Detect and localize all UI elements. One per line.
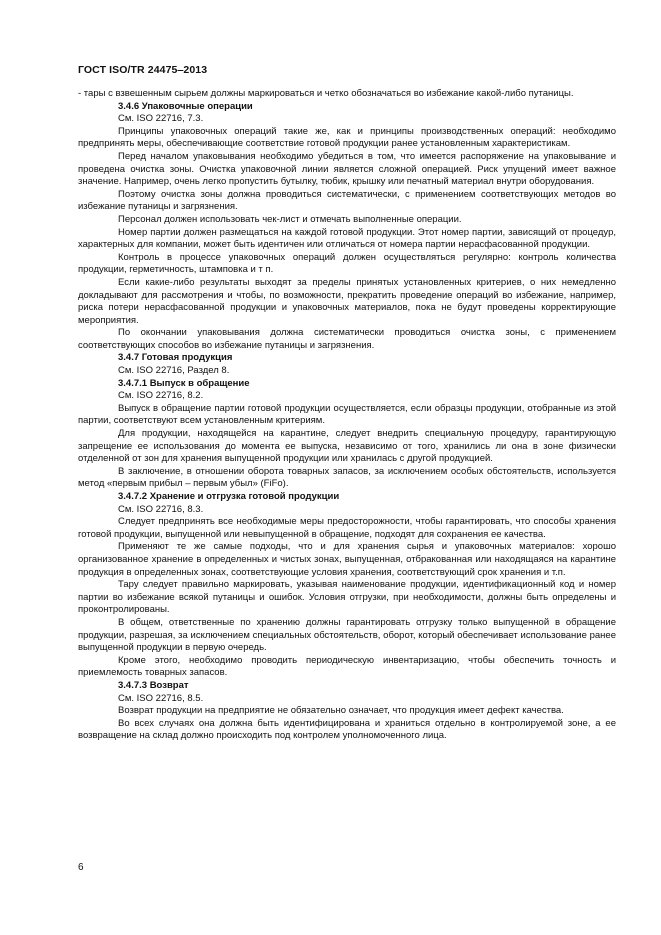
body-paragraph: См. ISO 22716, 8.3. [118,503,204,515]
body-paragraph: По окончании упаковывания должна систематически проводиться очистка зоны, с применением соответствующих способов во избежание путаницы и загрязнения. [78,327,616,351]
section-heading: 3.4.7.3 Возврат [118,679,189,691]
body-paragraph: Контроль в процессе упаковочных операций должен осуществляться регулярно: контроль количества продукции, герметичность, штамповка и т п. [78,251,616,276]
body-paragraph: Следует предпринять все необходимые меры предосторожности, чтобы гарантировать, что способы хранения готовой продукции, выпущенной или невыпущенной в обращение, подходят для сохранения ее качества. [78,516,616,540]
body-paragraph: Во всех случаях она должна быть идентифицирована и храниться отдельно в контролируемой зоне, а ее возвращение на склад должно происходить под контролем уполномоченного лица. [78,717,616,742]
page-number: 6 [78,862,84,873]
body-paragraph: Перед началом упаковывания необходимо убедиться в том, что имеется распоряжение на упаковывание и проведена очистка зоны. Очистка упаковочной линии является сложной операцией. Риск упущений имеет важное значение. Например, очень легко пропустить бутылку, тюбик, крышку или печатный материал внутри оборудования. [78,150,616,188]
section-heading: 3.4.6 Упаковочные операции [118,100,253,112]
section-heading: 3.4.7.2 Хранение и отгрузка готовой продукции [118,491,340,502]
body-paragraph: Персонал должен использовать чек-лист и отмечать выполненные операции. [118,213,462,225]
body-paragraph: Для продукции, находящейся на карантине, следует внедрить специальную процедуру, гарантирующую запрещение ее использования до момента ее выпуска, независимо от того, хранились ли она в зоне физически отделенной от зон для хранения выпущенной продукции или хранилась с другой продукцией. [78,428,616,465]
body-paragraph: - тары с взвешенным сырьем должны маркироваться и четко обозначаться во избежание какой-либо путаницы. [78,88,574,99]
body-paragraph: Кроме этого, необходимо проводить периодическую инвентаризацию, чтобы обеспечить точность и приемлемость товарных запасов. [78,654,616,679]
section-heading: 3.4.7.1 Выпуск в обращение [118,377,250,389]
body-paragraph: Тару следует правильно маркировать, указывая наименование продукции, идентификационный код и номер партии во избежание всякой путаницы и ошибок. Условия отгрузки, при необходимости, должны быть определены и проконтролированы. [78,579,616,616]
body-paragraph: Принципы упаковочных операций такие же, как и принципы производственных операций: необходимо предпринять меры, обеспечивающие соответствие готовой продукции ранее установленным характеристикам. [78,125,616,150]
body-paragraph: См. ISO 22716, 7.3. [118,113,204,125]
body-paragraph: В заключение, в отношении оборота товарных запасов, за исключением особых обстоятельств, используется метод «первым прибыл – первым убыл» (FiFo). [78,465,616,490]
body-paragraph: Поэтому очистка зоны должна проводиться систематически, с применением соответствующих методов во избежание путаницы и загрязнения. [78,188,616,213]
body-paragraph: См. ISO 22716, 8.5. [118,692,204,704]
body-paragraph: Номер партии должен размещаться на каждой готовой продукции. Этот номер партии, зависящий от процедур, характерных для компании, может быть идентичен или отличаться от номера партии нерасфасованной продукции. [78,226,616,251]
body-paragraph: Возврат продукции на предприятие не обязательно означает, что продукция имеет дефект качества. [118,705,564,717]
body-paragraph: Если какие-либо результаты выходят за пределы принятых установленных критериев, о них немедленно докладывают для рассмотрения и чтобы, по возможности, прекратить проведение операций во избежание, например, риска потери нерасфасованной продукции и упаковочных материалов, пока не будут проведены корректирующие мероприятия. [78,276,616,326]
body-paragraph: Применяют те же самые подходы, что и для хранения сырья и упаковочных материалов: хорошо организованное хранение в определенных и чистых зонах, выпущенная, отбракованная или находящаяся на карантине продукция в определенных зонах, соответствующие условия хранения, соответствующий срок хранения и т.п. [78,541,616,578]
section-heading: 3.4.7 Готовая продукция [118,352,233,364]
body-paragraph: См. ISO 22716, Раздел 8. [118,365,230,377]
body-paragraph: Выпуск в обращение партии готовой продукции осуществляется, если образцы продукции, отобранные из этой партии, соответствуют всем установленным критериям. [78,402,616,427]
document-header: ГОСТ ISO/TR 24475‒2013 [78,64,208,76]
document-body [78,88,616,743]
body-paragraph: В общем, ответственные по хранению должны гарантировать отгрузку только выпущенной в обращение продукции, разрешая, за исключением специальных обстоятельств, оборот, который обеспечивает использование ранее выпущенной продукции в первую очередь. [78,616,616,654]
body-paragraph: См. ISO 22716, 8.2. [118,390,204,402]
